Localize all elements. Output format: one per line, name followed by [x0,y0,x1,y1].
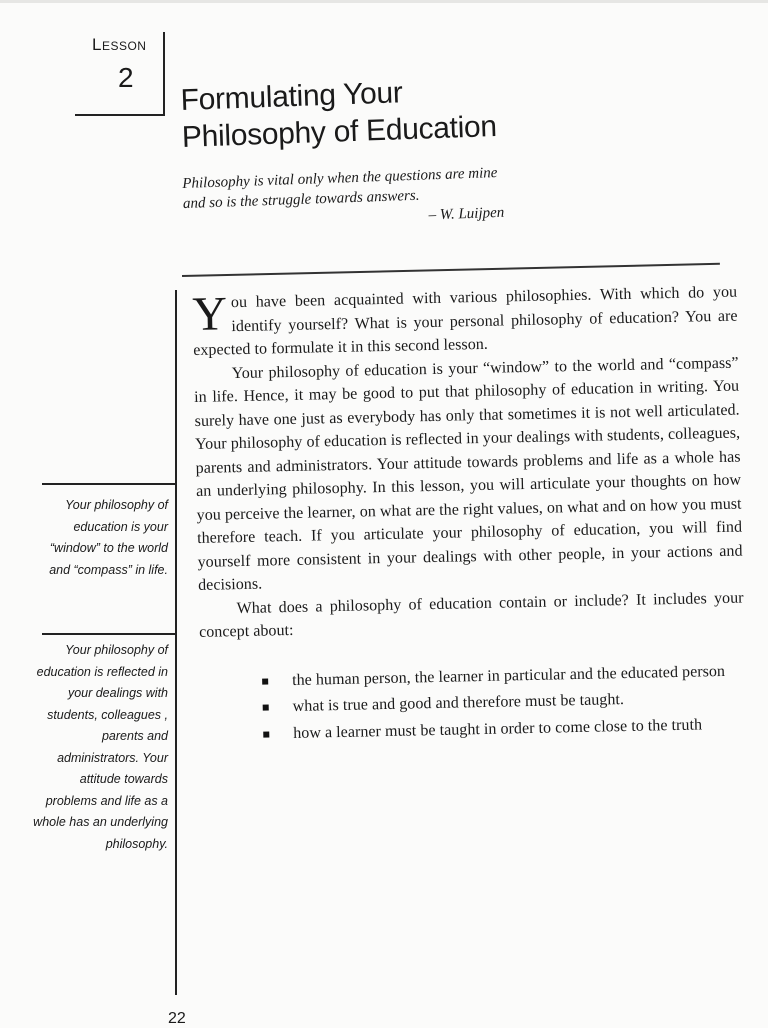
page-number: 22 [168,1010,186,1027]
page-top-edge [0,0,768,3]
title-line-2: Philosophy of Education [181,109,498,154]
lesson-number: 2 [118,62,134,93]
body-text [192,281,746,750]
bullet-square-icon [262,678,268,684]
margin-note-rule-2 [42,633,176,635]
list-item-text: what is true and good and therefore must be taught. [292,691,625,715]
list-item-text: the human person, the learner in particular and the educated person [291,662,726,689]
margin-note-1: Your philosophy of education is your “window” to the world and “compass” in life. [49,498,168,577]
column-divider [175,290,177,995]
title-line-1: Formulating Your [180,76,404,117]
lesson-title [180,71,497,156]
epigraph-author: – W. Luijpen [428,204,505,224]
epigraph-line-1: Philosophy is vital only when the questions are mine [182,164,498,192]
paragraph-1 [192,281,738,363]
lesson-badge-vertical-rule [163,32,165,116]
lesson-label: Lesson [92,35,147,54]
margin-note-rule-1 [42,483,176,485]
paragraph-1-text: ou have been acquainted with various philosophies. With which do you identify yourself? What is your personal philosophy of education? You are expected to formulate it in this second lesson. [193,283,738,359]
epigraph-line-2: and so is the struggle towards answers. [182,187,420,212]
bullet-square-icon [263,704,269,710]
list-item-text: how a learner must be taught in order to come close to the truth [293,715,703,742]
paragraph-3: What does a philosophy of education contain or include? It includes your concept about: [198,589,744,641]
margin-note-2: Your philosophy of education is reflected in your dealings with students, colleagues , parents and administrators. Your attitude towards problems and life as a whole has an underlying philosophy. [33,643,168,851]
header-divider [182,263,720,277]
paragraph-2: Your philosophy of education is your “window” to the world and “compass” in life. Hence, it may be good to put that philosophy of education in writing. You surely have one just as everybody has only that sometimes it is not well articulated. Your philosophy of education is reflected in your dealings with students, colleagues, parents and administrators. Your attitude towards problems and life as a whole has an underlying philosophy. In this lesson, you will articulate your thoughts on how you perceive the learner, on what are the right values, on what and on how you must therefore teach. If you articulate your philosophy of education, you will find yourself more consistent in your dealings with other people, in your actions and decisions. [194,354,743,594]
epigraph [182,163,505,234]
lesson-badge-horizontal-rule [75,114,165,116]
concept-list [200,659,746,747]
drop-cap: Y [191,287,228,341]
bullet-square-icon [263,731,269,737]
